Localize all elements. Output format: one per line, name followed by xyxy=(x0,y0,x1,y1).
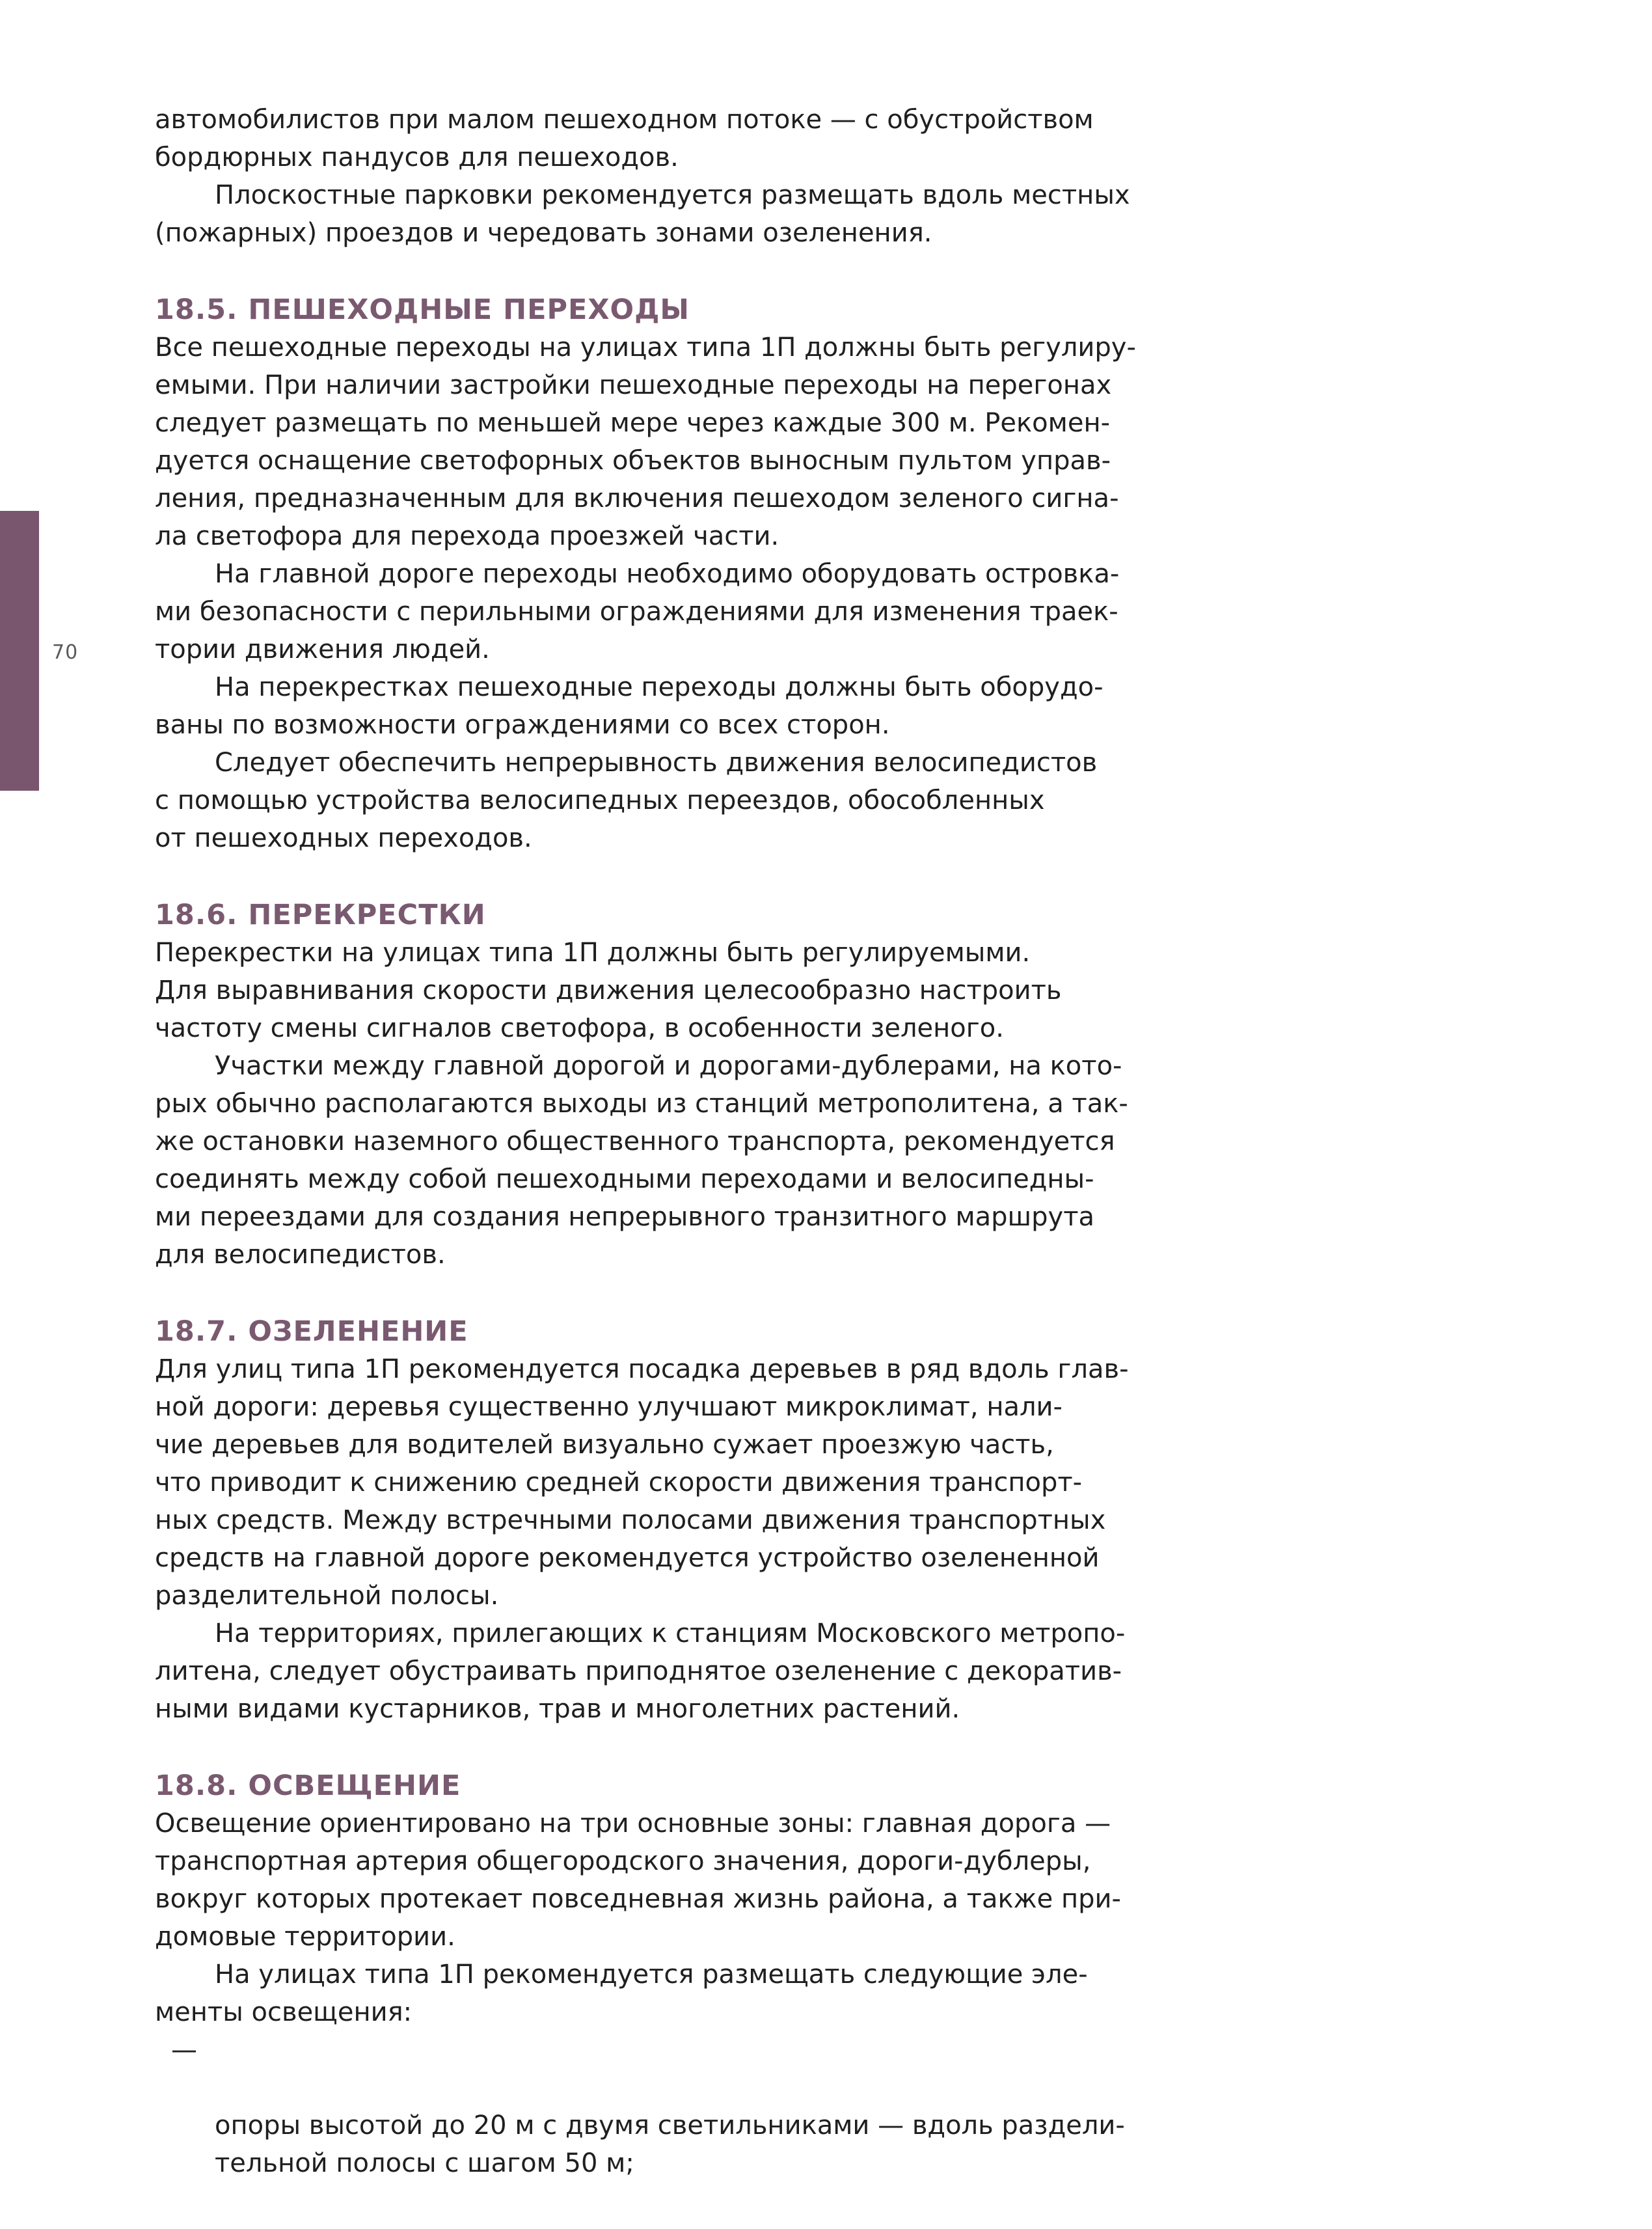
list-item-text: опоры высотой до 20 м с двумя светильниками — вдоль раздели- тельной полосы с шагом 50 м; xyxy=(215,2111,1125,2178)
list-item xyxy=(155,2031,1170,2182)
section-18-8-paragraph-2: На улицах типа 1П рекомендуется размещать следующие эле- менты освещения: xyxy=(155,1960,1088,2027)
section-18-7-paragraph-2: На территориях, прилегающих к станциям Московского метропо- литена, следует обустраивать приподнятое озеленение с декоратив- ными видами кустарников, трав и многолетних растений. xyxy=(155,1619,1126,1724)
section-18-5-paragraph-4: Следует обеспечить непрерывность движения велосипедистов с помощью устройства велосипедных переездов, обособленных от пешеходных переходов. xyxy=(155,748,1098,853)
section-heading-18-5: 18.5. ПЕШЕХОДНЫЕ ПЕРЕХОДЫ xyxy=(155,294,690,326)
intro-paragraph-2: Плоскостные парковки рекомендуется размещать вдоль местных (пожарных) проездов и чередовать зонами озеленения. xyxy=(155,180,1130,248)
page-content xyxy=(155,101,1170,2182)
section-18-8-paragraph-1: Освещение ориентировано на три основные зоны: главная дорога — транспортная артерия общегородского значения, дороги-дублеры, вокруг которых протекает повседневная жизнь района, а также при- домовые территории. xyxy=(155,1809,1121,1952)
section-18-6-paragraph-2: Участки между главной дорогой и дорогами-дублерами, на кото- рых обычно располагаются выходы из станций метрополитена, а так- же остановки наземного общественного транспорта, рекомендуется соединять между собой пешеходными переходами и велосипедны- ми переездами для создания непрерывного транзитного маршрута для велосипедистов. xyxy=(155,1051,1128,1270)
section-18-5-paragraph-2: На главной дороге переходы необходимо оборудовать островка- ми безопасности с перильными ограждениями для изменения траек- тории движения людей. xyxy=(155,559,1120,664)
section-heading-18-8: 18.8. ОСВЕЩЕНИЕ xyxy=(155,1770,461,1802)
section-18-5-paragraph-3: На перекрестках пешеходные переходы должны быть оборудо- ваны по возможности ограждениями со всех сторон. xyxy=(155,672,1104,740)
section-heading-18-7: 18.7. ОЗЕЛЕНЕНИЕ xyxy=(155,1315,468,1348)
section-18-7-paragraph-1: Для улиц типа 1П рекомендуется посадка деревьев в ряд вдоль глав- ной дороги: деревья существенно улучшают микроклимат, нали- чие деревьев для водителей визуально сужает проезжую часть, что приводит к снижению средней скорости движения транспорт- ных средств. Между встречными полосами движения транспортных средств на главной дороге рекомендуется устройство озелененной разделительной полосы. xyxy=(155,1354,1129,1611)
chapter-side-tab xyxy=(0,511,39,791)
section-18-6-paragraph-1: Перекрестки на улицах типа 1П должны быть регулируемыми. Для выравнивания скорости движения целесообразно настроить частоту смены сигналов светофора, в особенности зеленого. xyxy=(155,938,1062,1043)
section-18-5-paragraph-1: Все пешеходные переходы на улицах типа 1П должны быть регулиру- емыми. При наличии застройки пешеходные переходы на перегонах следует размещать по меньшей мере через каждые 300 м. Рекомен- дуется оснащение светофорных объектов выносным пультом управ- ления, предназначенным для включения пешеходом зеленого сигна- ла светофора для перехода проезжей части. xyxy=(155,333,1136,551)
dash-bullet-icon: — xyxy=(171,2035,197,2065)
intro-paragraph-1: автомобилистов при малом пешеходном потоке — с обустройством бордюрных пандусов для пешеходов. xyxy=(155,105,1094,172)
page-number: 70 xyxy=(52,641,79,664)
section-heading-18-6: 18.6. ПЕРЕКРЕСТКИ xyxy=(155,899,486,931)
